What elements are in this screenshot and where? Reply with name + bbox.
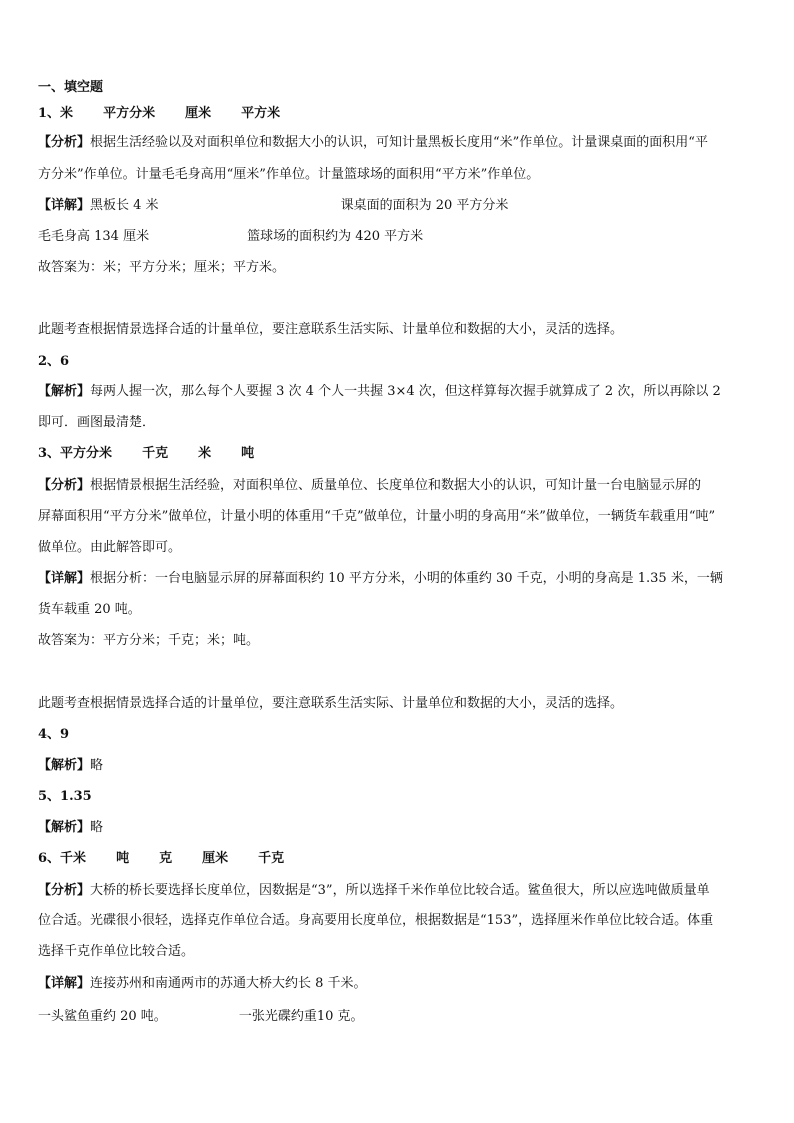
q1-answer-4: 平方米: [241, 106, 281, 121]
q2-explain-line-1: [38, 382, 758, 402]
q3-heading: [38, 444, 758, 464]
q1-detail-line-2: [38, 227, 758, 247]
q1-answer-line: 故答案为：米；平方分米；厘米；平方米。: [38, 260, 286, 275]
explain-tag: 【解析】: [38, 758, 91, 773]
q3-note: 此题考查根据情景选择合适的计量单位，要注意联系生活实际、计量单位和数据的大小，灵活的选择。: [38, 696, 624, 711]
q2-heading: 2、6: [38, 354, 70, 369]
q6-analysis-text-1: 大桥的桥长要选择长度单位，因数据是“3”，所以选择千米作单位比较合适。鲨鱼很大，所以应选吨做质量单: [90, 883, 710, 898]
q1-answer-1: 米: [60, 106, 74, 121]
q6-detail-line-2: [38, 1007, 758, 1027]
q1-answer-2: 平方分米: [103, 106, 156, 121]
q1-detail-c: 毛毛身高 134 厘米: [38, 229, 150, 244]
q5-explain-line: [38, 818, 758, 838]
q3-answer-3: 米: [198, 446, 212, 461]
q3-detail-line-1: [38, 569, 758, 589]
analysis-tag: 【分析】: [38, 883, 91, 898]
q1-analysis-line-2: 方分米”作单位。计量毛毛身高用“厘米”作单位。计量篮球场的面积用“平方米”作单位。: [38, 167, 540, 182]
analysis-tag: 【分析】: [38, 135, 91, 150]
q1-detail-a: 黑板长 4 米: [90, 198, 159, 213]
q1-answer-3: 厘米: [185, 106, 212, 121]
q3-answer-4: 吨: [241, 446, 255, 461]
q1-analysis-text-1: 根据生活经验以及对面积单位和数据大小的认识，可知计量黑板长度用“米”作单位。计量课桌面的面积用“平: [90, 135, 708, 150]
q3-answer-1: 平方分米: [60, 446, 113, 461]
explain-tag: 【解析】: [38, 384, 91, 399]
q6-detail-line-1: [38, 974, 758, 994]
q1-detail-d: 篮球场的面积约为 420 平方米: [247, 229, 424, 244]
q4-heading: 4、9: [38, 727, 70, 742]
q4-explain-text: 略: [90, 758, 104, 773]
q6-answer-4: 厘米: [202, 851, 229, 866]
q3-detail-line-2: 货车载重 20 吨。: [38, 602, 141, 617]
q5-heading: 5、1.35: [38, 789, 92, 804]
q1-heading: [38, 104, 758, 124]
q3-analysis-text-1: 根据情景根据生活经验，对面积单位、质量单位、长度单位和数据大小的认识，可知计量一台电脑显示屏的: [90, 478, 702, 493]
q6-detail-text-1: 连接苏州和南通两市的苏通大桥大约长 8 千米。: [90, 976, 367, 991]
q6-analysis-line-1: [38, 881, 758, 901]
q3-number: 3、: [38, 446, 61, 461]
section-title: 一、填空题: [38, 80, 104, 95]
q1-note: 此题考查根据情景选择合适的计量单位，要注意联系生活实际、计量单位和数据的大小，灵活的选择。: [38, 322, 624, 337]
explain-tag: 【解析】: [38, 820, 91, 835]
detail-tag: 【详解】: [38, 198, 91, 213]
q6-analysis-line-2: 位合适。光碟很小很轻，选择克作单位合适。身高要用长度单位，根据数据是“153”，选择厘米作单位比较合适。体重: [38, 913, 714, 928]
q3-answer-line: 故答案为：平方分米；千克；米；吨。: [38, 633, 260, 648]
detail-tag: 【详解】: [38, 571, 91, 586]
q1-number: 1、: [38, 106, 61, 121]
q6-answer-3: 克: [159, 851, 173, 866]
q3-analysis-line-3: 做单位。由此解答即可。: [38, 540, 182, 555]
detail-tag: 【详解】: [38, 976, 91, 991]
q1-analysis-line-1: [38, 133, 758, 153]
q3-detail-text-1: 根据分析：一台电脑显示屏的屏幕面积约 10 平方分米，小明的体重约 30 千克，小明的身高是 1.35 米，一辆: [90, 571, 723, 586]
q6-heading: [38, 849, 758, 869]
q1-detail-b: 课桌面的面积为 20 平方分米: [340, 198, 509, 213]
q6-answer-1: 千米: [60, 851, 87, 866]
q3-answer-2: 千克: [142, 446, 169, 461]
q4-explain-line: [38, 756, 758, 776]
q6-analysis-line-3: 选择千克作单位比较合适。: [38, 944, 195, 959]
q6-answer-5: 千克: [258, 851, 285, 866]
q6-detail-b: 一张光碟约重10 克。: [238, 1009, 364, 1024]
q1-detail-line-1: [38, 196, 758, 216]
q6-detail-a: 一头鲨鱼重约 20 吨。: [38, 1009, 167, 1024]
q6-answer-2: 吨: [116, 851, 130, 866]
q2-explain-line-2: 即可．画图最清楚．: [38, 415, 156, 430]
q5-explain-text: 略: [90, 820, 104, 835]
q3-analysis-line-1: [38, 476, 758, 496]
q2-explain-text-1: 每两人握一次，那么每个人要握 3 次 4 个人一共握 3×4 次，但这样算每次握手就算成了 2 次，所以再除以 2: [90, 384, 721, 399]
q6-number: 6、: [38, 851, 61, 866]
q3-analysis-line-2: 屏幕面积用“平方分米”做单位，计量小明的体重用“千克”做单位，计量小明的身高用“米”做单位，一辆货车载重用“吨”: [38, 509, 716, 524]
analysis-tag: 【分析】: [38, 478, 91, 493]
